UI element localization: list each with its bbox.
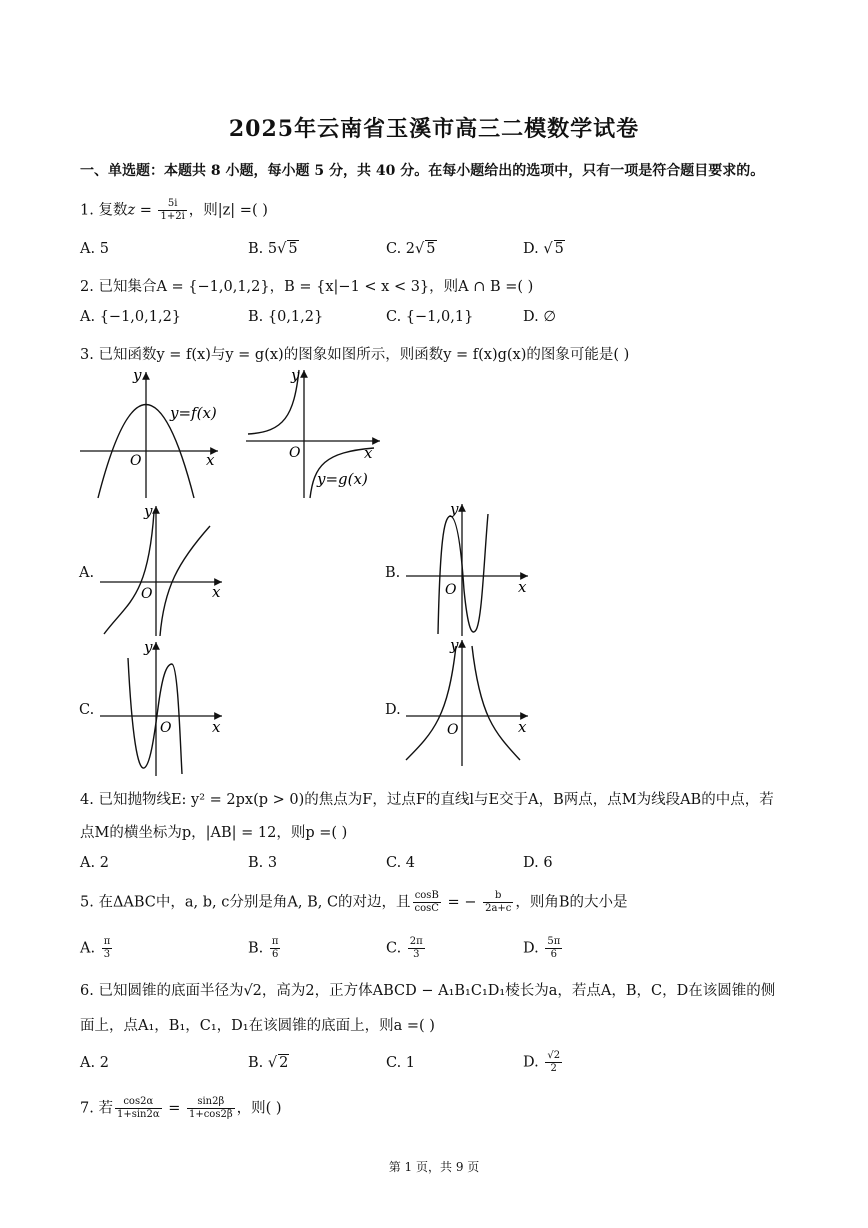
q3-option-d[interactable]: D. — [385, 702, 401, 718]
q1-option-c[interactable]: C. 2√ 5 — [386, 241, 436, 257]
q5-f1-num: cosB — [413, 890, 441, 903]
question-4-line-2: 点M的横坐标为p，|AB| = 12，则p =( ) — [80, 825, 348, 841]
question-2: 2. 已知集合A = {−1,0,1,2}，B = {x|−1 < x < 3}，则A ∩ B =( ) — [80, 279, 534, 295]
q3-graph-d[interactable] — [404, 636, 534, 768]
q5-f1-den: cosC — [414, 903, 439, 914]
question-6-line-1: 6. 已知圆锥的底面半径为√2，高为2，正方体ABCD − A₁B₁C₁D₁棱长为a，若点A，B，C，D在该圆锥的侧 — [80, 983, 776, 999]
q5-d-num: 5π — [547, 936, 561, 947]
q4-option-a[interactable]: A. 2 — [80, 855, 109, 871]
q1-prefix: 1. 复数 — [80, 202, 128, 219]
page-title: 2025年云南省玉溪市高三二模数学试卷 — [228, 116, 640, 142]
q5-option-a-frac — [102, 936, 113, 961]
graph-g — [244, 366, 384, 502]
y-label: y — [144, 502, 153, 520]
q1-suffix: ，则|z| =( ) — [188, 202, 268, 219]
q5-option-c[interactable] — [386, 936, 427, 961]
q7-fraction-2 — [187, 1096, 235, 1121]
q1-option-c-label: C. 2 — [386, 241, 416, 257]
a-left-branch — [104, 512, 154, 634]
section-header: 一、单选题：本题共 8 小题，每小题 5 分，共 40 分。在每小题给出的选项中，只有一项是符合题目要求的。 — [80, 163, 765, 179]
q5-b-den: 6 — [271, 949, 279, 960]
q1-var: z — [127, 202, 136, 219]
q3-graph-c[interactable] — [98, 638, 228, 778]
page-footer: 第 1 页，共 9 页 — [388, 1160, 480, 1174]
q3-graph-a[interactable] — [98, 502, 228, 638]
x-label: x — [206, 451, 215, 469]
q5-d-den: 6 — [550, 949, 557, 960]
q6-option-c[interactable]: C. 1 — [386, 1055, 416, 1071]
q6-option-b-radicand: 2 — [279, 1055, 289, 1071]
q5-a-num: π — [103, 936, 111, 947]
q6-option-d[interactable] — [523, 1050, 564, 1075]
d-right-branch — [472, 646, 520, 760]
q6-option-a[interactable]: A. 2 — [80, 1055, 109, 1071]
q7-fraction-1 — [115, 1096, 162, 1121]
q7-f2-den: 1+cos2β — [188, 1109, 233, 1120]
q5-c-den: 3 — [413, 949, 420, 960]
origin-label: O — [141, 586, 153, 602]
q1-fraction — [158, 198, 186, 223]
q5-suffix: ，则角B的大小是 — [515, 894, 628, 911]
q2-option-c[interactable]: C. {−1,0,1} — [386, 309, 474, 325]
q1-den: 1+2i — [160, 211, 185, 222]
x-label: x — [518, 718, 527, 736]
x-label: x — [518, 578, 527, 596]
y-label: y — [450, 500, 459, 518]
q6-option-d-label: D. — [523, 1054, 539, 1071]
y-label: y — [291, 366, 300, 384]
f-label: y=f(x) — [170, 404, 217, 422]
q7-suffix: ，则( ) — [236, 1100, 282, 1117]
q5-f2-num: b — [483, 890, 513, 903]
q1-option-d-label: D. — [523, 241, 544, 257]
q5-option-d[interactable] — [523, 936, 564, 961]
q5-option-a[interactable] — [80, 936, 114, 961]
question-3: 3. 已知函数y = f(x)与y = g(x)的图象如图所示，则函数y = f(x)g(x)的图象可能是( ) — [80, 347, 630, 363]
q5-prefix: 5. 在ΔABC中，a, b, c分别是角A, B, C的对边，且 — [80, 894, 411, 911]
q2-option-b[interactable]: B. {0,1,2} — [248, 309, 324, 325]
q5-mid: = − — [442, 894, 482, 911]
q4-option-b[interactable]: B. 3 — [248, 855, 278, 871]
origin-label: O — [289, 445, 301, 461]
q4-option-c[interactable]: C. 4 — [386, 855, 416, 871]
y-label: y — [144, 638, 153, 656]
origin-label: O — [447, 722, 459, 738]
q5-option-b-frac — [270, 936, 281, 961]
origin-label: O — [130, 453, 142, 469]
q5-a-den: 3 — [103, 949, 111, 960]
q3-option-a[interactable]: A. — [79, 565, 95, 581]
x-label: x — [212, 718, 221, 736]
question-1 — [80, 198, 268, 223]
q7-f1-num: cos2α — [115, 1096, 162, 1109]
question-4-line-1: 4. 已知抛物线E: y² = 2px(p > 0)的焦点为F，过点F的直线l与E交于A，B两点，点M为线段AB的中点，若 — [80, 792, 774, 808]
q1-option-d[interactable]: D. √ 5 — [523, 241, 564, 257]
q1-option-b-label: B. 5 — [248, 241, 278, 257]
q3-option-b[interactable]: B. — [385, 565, 401, 581]
y-label: y — [133, 366, 142, 384]
q7-prefix: 7. 若 — [80, 1100, 113, 1117]
q6-option-d-frac — [545, 1050, 562, 1075]
q2-option-d[interactable]: D. ∅ — [523, 309, 556, 325]
q6-d-num: √2 — [547, 1050, 561, 1061]
q3-option-c[interactable]: C. — [79, 702, 95, 718]
q1-option-b-radicand: 5 — [288, 241, 298, 257]
q5-b-num: π — [271, 936, 279, 947]
q2-option-a[interactable]: A. {−1,0,1,2} — [80, 309, 182, 325]
q6-option-b[interactable]: B. √ 2 — [248, 1055, 289, 1071]
q1-option-a[interactable]: A. 5 — [80, 241, 109, 257]
q7-eq: = — [163, 1100, 185, 1117]
graph-f — [78, 366, 228, 502]
b-curve — [438, 514, 488, 634]
y-label: y — [450, 636, 459, 654]
q5-option-d-label: D. — [523, 940, 539, 957]
d-left-branch — [406, 646, 456, 760]
q1-option-c-radicand: 5 — [426, 241, 436, 257]
q5-c-num: 2π — [409, 936, 423, 947]
q7-f1-den: 1+sin2α — [116, 1109, 160, 1120]
q5-option-a-label: A. — [80, 940, 96, 957]
question-5 — [80, 890, 628, 915]
x-label: x — [364, 444, 373, 462]
q5-option-d-frac — [545, 936, 562, 961]
question-7 — [80, 1096, 282, 1121]
q5-option-c-label: C. — [386, 940, 402, 957]
q7-f2-num: sin2β — [187, 1096, 235, 1109]
x-label: x — [212, 583, 221, 601]
g-label: y=g(x) — [317, 470, 368, 488]
q1-option-d-radicand: 5 — [554, 241, 564, 257]
q1-eq: = — [135, 202, 157, 219]
q1-option-b[interactable]: B. 5√ 5 — [248, 241, 298, 257]
a-right-branch — [160, 526, 210, 636]
q3-graph-b[interactable] — [404, 500, 534, 638]
q4-option-d[interactable]: D. 6 — [523, 855, 553, 871]
q1-num: 5i — [158, 198, 186, 211]
origin-label: O — [445, 582, 457, 598]
q5-option-b-label: B. — [248, 940, 264, 957]
q5-f2-den: 2a+c — [485, 903, 512, 914]
q5-option-b[interactable] — [248, 936, 282, 961]
q5-fraction-2 — [483, 890, 513, 915]
origin-label: O — [160, 720, 172, 736]
q5-option-c-frac — [408, 936, 425, 961]
q6-option-b-label: B. — [248, 1055, 268, 1071]
q6-d-den: 2 — [550, 1063, 557, 1074]
question-6-line-2: 面上，点A₁，B₁，C₁，D₁在该圆锥的底面上，则a =( ) — [80, 1018, 435, 1034]
q5-fraction-1 — [413, 890, 441, 915]
